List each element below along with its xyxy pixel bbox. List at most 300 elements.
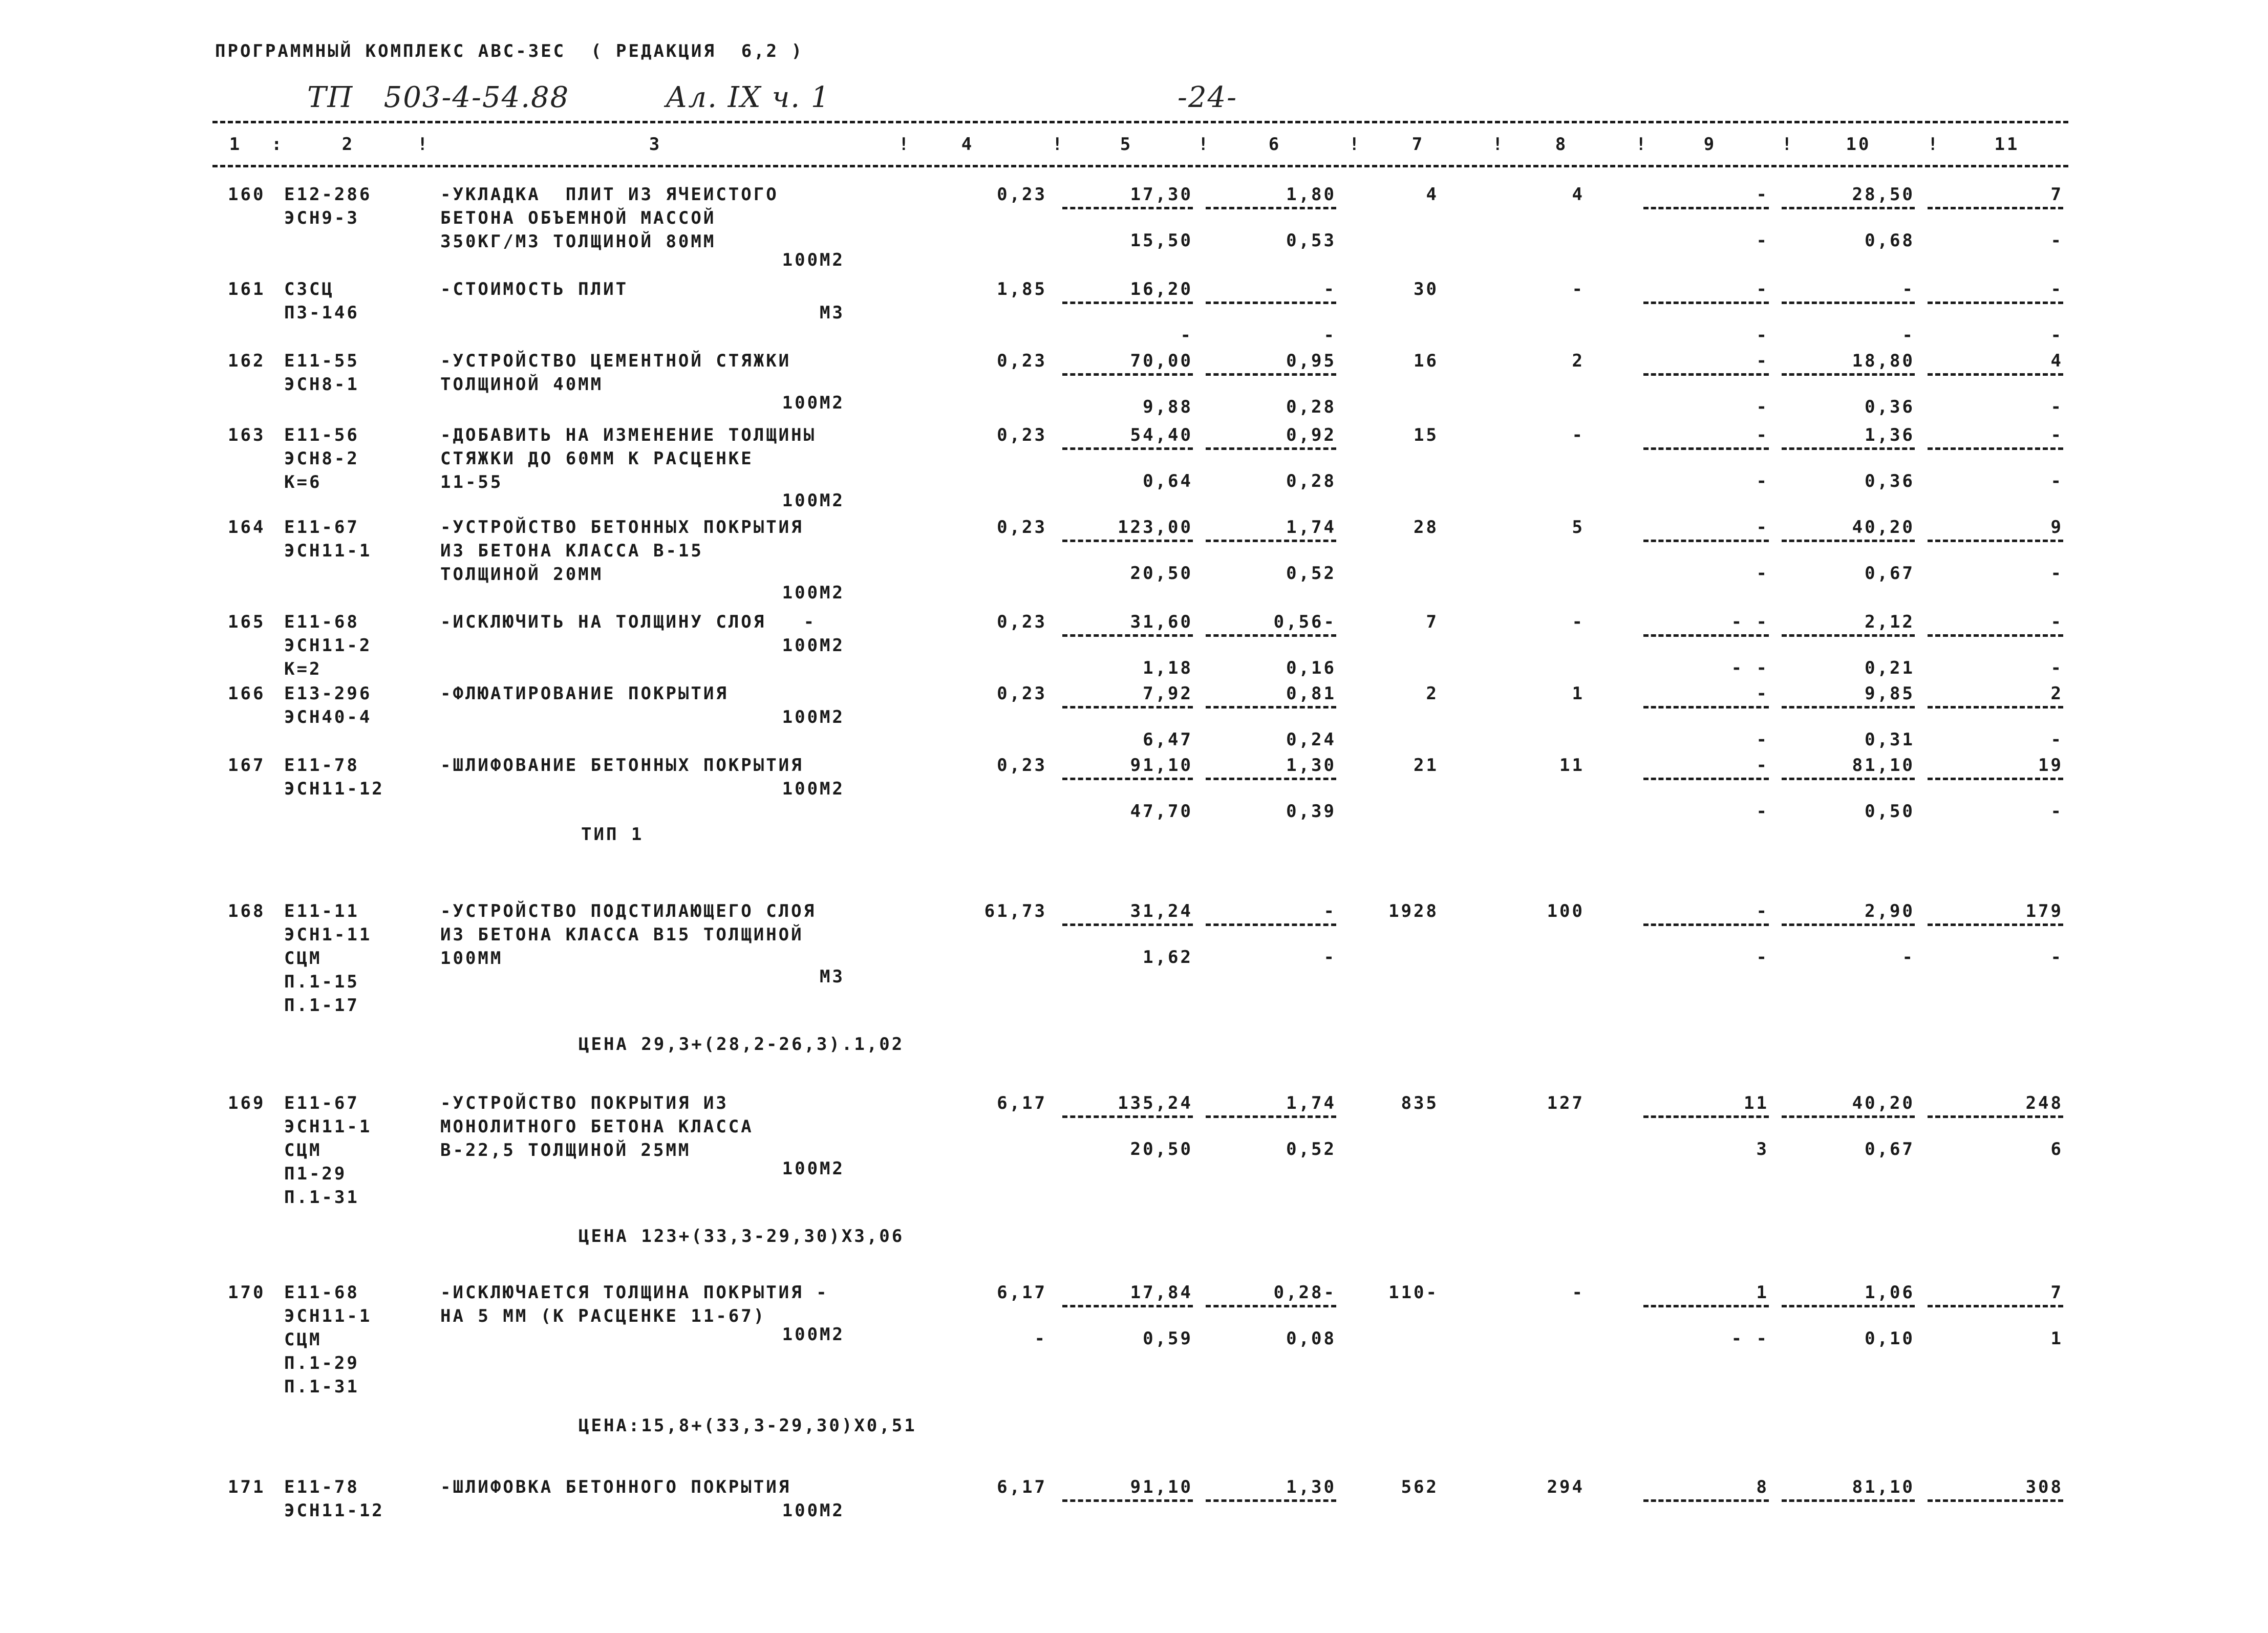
subtotal-dash — [1062, 1305, 1193, 1307]
rate-code: Е11-56 — [284, 425, 359, 445]
work-description: 100ММ — [440, 948, 503, 969]
subtotal-dash — [1206, 778, 1336, 780]
cell-c10: 18,80 — [1852, 351, 1915, 371]
cell-c6b: 0,08 — [1286, 1328, 1336, 1349]
cell-c4: 6,17 — [997, 1093, 1047, 1113]
subtotal-dash — [1206, 1115, 1336, 1118]
cell-c6b: 0,24 — [1286, 729, 1336, 750]
cell-c10b: 0,67 — [1865, 1139, 1915, 1159]
cell-c9b: - — [1756, 325, 1769, 346]
rate-code: К=6 — [284, 472, 322, 492]
cell-c11b: - — [2050, 325, 2063, 346]
cell-c8: - — [1572, 612, 1585, 632]
unit-of-measure: 100М2 — [782, 1324, 845, 1345]
cell-c10: 1,06 — [1865, 1282, 1915, 1303]
row-number: 164 — [228, 517, 266, 538]
cell-c6b: 0,53 — [1286, 230, 1336, 251]
cell-c8: - — [1572, 425, 1585, 445]
cell-c4: 0,23 — [997, 184, 1047, 205]
work-description: 11-55 — [440, 472, 503, 492]
work-description: -УСТРОЙСТВО ПОДСТИЛАЮЩЕГО СЛОЯ — [440, 901, 817, 921]
rate-code: П.1-17 — [284, 995, 359, 1016]
row-number: 165 — [228, 612, 266, 632]
col-header-1: 1 — [229, 134, 242, 155]
cell-c5: 7,92 — [1143, 683, 1193, 704]
rate-code: ЭСН11-1 — [284, 541, 372, 561]
subtotal-dash — [1928, 706, 2063, 708]
cell-c10b: 0,10 — [1865, 1328, 1915, 1349]
work-description: -ШЛИФОВАНИЕ БЕТОННЫХ ПОКРЫТИЯ — [440, 755, 804, 776]
group-label: ТИП 1 — [581, 824, 644, 845]
subtotal-dash — [1206, 1499, 1336, 1502]
unit-of-measure: 100М2 — [782, 779, 845, 799]
rate-code: СЦМ — [284, 1329, 322, 1350]
cell-c6b: 0,39 — [1286, 801, 1336, 822]
cell-c4: 0,23 — [997, 351, 1047, 371]
subtotal-dash — [1206, 207, 1336, 209]
cell-c4b: - — [1034, 1328, 1047, 1349]
work-description: -ШЛИФОВКА БЕТОННОГО ПОКРЫТИЯ — [440, 1477, 791, 1497]
cell-c6: 0,92 — [1286, 425, 1336, 445]
cell-c7: 4 — [1426, 184, 1439, 205]
cell-c9b: - — [1756, 397, 1769, 417]
rate-code: СЦМ — [284, 948, 322, 969]
subtotal-dash — [1643, 373, 1769, 376]
cell-c6: 0,95 — [1286, 351, 1336, 371]
subtotal-dash — [1643, 302, 1769, 304]
row-number: 168 — [228, 901, 266, 921]
cell-c6: - — [1323, 279, 1336, 299]
cell-c5: 31,60 — [1130, 612, 1193, 632]
cell-c5b: 20,50 — [1130, 563, 1193, 584]
cell-c7: 30 — [1414, 279, 1439, 299]
cell-c5b: 15,50 — [1130, 230, 1193, 251]
subtotal-dash — [1062, 302, 1193, 304]
cell-c6b: 0,16 — [1286, 658, 1336, 678]
subtotal-dash — [1062, 923, 1193, 926]
subtotal-dash — [1782, 778, 1915, 780]
work-description: В-22,5 ТОЛЩИНОЙ 25ММ — [440, 1140, 691, 1161]
unit-of-measure: 100М2 — [782, 635, 845, 656]
cell-c10: 9,85 — [1865, 683, 1915, 704]
subtotal-dash — [1782, 540, 1915, 542]
cell-c10: 40,20 — [1852, 517, 1915, 538]
cell-c5b: 47,70 — [1130, 801, 1193, 822]
work-description: ТОЛЩИНОЙ 40ММ — [440, 374, 604, 395]
cell-c6: 1,74 — [1286, 1093, 1336, 1113]
subtotal-dash — [1782, 302, 1915, 304]
unit-of-measure: 100М2 — [782, 393, 845, 413]
subtotal-dash — [1928, 1115, 2063, 1118]
price-formula: ЦЕНА 29,3+(28,2-26,3).1,02 — [579, 1034, 905, 1055]
rate-code: К=2 — [284, 659, 322, 679]
work-description: ИЗ БЕТОНА КЛАССА В15 ТОЛЩИНОЙ — [440, 925, 804, 945]
rate-code: П.1-31 — [284, 1377, 359, 1397]
subtotal-dash — [1928, 373, 2063, 376]
cell-c7: 21 — [1414, 755, 1439, 776]
subtotal-dash — [1928, 923, 2063, 926]
cell-c7: 15 — [1414, 425, 1439, 445]
cell-c10: 81,10 — [1852, 755, 1915, 776]
cell-c5: 91,10 — [1130, 1477, 1193, 1497]
cell-c8: 127 — [1547, 1093, 1585, 1113]
subtotal-dash — [1206, 540, 1336, 542]
col-header-5: 5 — [1120, 134, 1133, 155]
cell-c6: 1,30 — [1286, 1477, 1336, 1497]
col-sep: ! — [1349, 134, 1362, 155]
subtotal-dash — [1643, 706, 1769, 708]
cell-c6: 0,81 — [1286, 683, 1336, 704]
cell-c9: - — [1756, 351, 1769, 371]
row-number: 171 — [228, 1477, 266, 1497]
subtotal-dash — [1643, 447, 1769, 450]
cell-c4: 0,23 — [997, 683, 1047, 704]
cell-c10b: 0,36 — [1865, 471, 1915, 491]
subtotal-dash — [1643, 778, 1769, 780]
col-sep: ! — [1928, 134, 1940, 155]
rate-code: Е11-78 — [284, 755, 359, 776]
cell-c6b: 0,28 — [1286, 471, 1336, 491]
cell-c11b: - — [2050, 471, 2063, 491]
cell-c5b: 1,18 — [1143, 658, 1193, 678]
cell-c6b: - — [1323, 947, 1336, 968]
rate-code: ЭСН11-2 — [284, 635, 372, 656]
subtotal-dash — [1643, 634, 1769, 637]
row-number: 167 — [228, 755, 266, 776]
cell-c11: 248 — [2025, 1093, 2063, 1113]
unit-of-measure: М3 — [820, 966, 845, 987]
col-sep: ! — [898, 134, 911, 155]
cell-c7: 28 — [1414, 517, 1439, 538]
col-sep: ! — [1636, 134, 1649, 155]
subtotal-dash — [1782, 923, 1915, 926]
cell-c10b: 0,67 — [1865, 563, 1915, 584]
cell-c9: - — [1756, 683, 1769, 704]
cell-c11b: 1 — [2050, 1328, 2063, 1349]
rate-code: Е11-78 — [284, 1477, 359, 1497]
cell-c5: 17,84 — [1130, 1282, 1193, 1303]
rate-code: Е11-68 — [284, 1282, 359, 1303]
subtotal-dash — [1928, 302, 2063, 304]
cell-c11: - — [2050, 425, 2063, 445]
cell-c10b: - — [1902, 325, 1915, 346]
cell-c10b: 0,50 — [1865, 801, 1915, 822]
program-title: ПРОГРАММНЫЙ КОМПЛЕКС АВС-3ЕС ( РЕДАКЦИЯ 6,2 ) — [215, 41, 804, 61]
subtotal-dash — [1782, 634, 1915, 637]
rate-code: Е11-67 — [284, 517, 359, 538]
cell-c9: - — [1756, 755, 1769, 776]
subtotal-dash — [1206, 706, 1336, 708]
subtotal-dash — [1206, 302, 1336, 304]
subtotal-dash — [1643, 207, 1769, 209]
cell-c7: 562 — [1401, 1477, 1439, 1497]
cell-c5b: 9,88 — [1143, 397, 1193, 417]
cell-c11b: - — [2050, 947, 2063, 968]
cell-c4: 0,23 — [997, 755, 1047, 776]
cell-c4: 6,17 — [997, 1282, 1047, 1303]
cell-c6: 1,30 — [1286, 755, 1336, 776]
subtotal-dash — [1206, 447, 1336, 450]
subtotal-dash — [1928, 1305, 2063, 1307]
cell-c9b: - — [1756, 801, 1769, 822]
col-header-3: 3 — [649, 134, 662, 155]
cell-c5: 54,40 — [1130, 425, 1193, 445]
header-rule-bottom — [212, 165, 2068, 167]
cell-c5b: 0,64 — [1143, 471, 1193, 491]
subtotal-dash — [1206, 373, 1336, 376]
cell-c9b: 3 — [1756, 1139, 1769, 1159]
cell-c11: 4 — [2050, 351, 2063, 371]
rate-code: ЭСН11-1 — [284, 1116, 372, 1137]
subtotal-dash — [1782, 1499, 1915, 1502]
header-rule-top — [212, 121, 2068, 123]
cell-c10: 2,12 — [1865, 612, 1915, 632]
work-description: -УСТРОЙСТВО ПОКРЫТИЯ ИЗ — [440, 1093, 729, 1113]
cell-c5b: - — [1180, 325, 1193, 346]
row-number: 163 — [228, 425, 266, 445]
col-header-8: 8 — [1555, 134, 1568, 155]
row-number: 160 — [228, 184, 266, 205]
work-description: НА 5 ММ (К РАСЦЕНКЕ 11-67) — [440, 1306, 766, 1326]
col-sep: : — [271, 134, 284, 155]
cell-c9b: - - — [1731, 1328, 1769, 1349]
cell-c9: - - — [1731, 612, 1769, 632]
unit-of-measure: М3 — [820, 303, 845, 323]
cell-c8: 5 — [1572, 517, 1585, 538]
subtotal-dash — [1928, 447, 2063, 450]
rate-code: П.1-15 — [284, 972, 359, 992]
subtotal-dash — [1928, 1499, 2063, 1502]
cell-c7: 2 — [1426, 683, 1439, 704]
cell-c11b: - — [2050, 397, 2063, 417]
col-sep: ! — [1782, 134, 1794, 155]
col-header-11: 11 — [1994, 134, 2020, 155]
rate-code: П.1-29 — [284, 1353, 359, 1373]
col-header-2: 2 — [341, 134, 355, 155]
col-header-7: 7 — [1411, 134, 1425, 155]
cell-c5: 123,00 — [1118, 517, 1193, 538]
cell-c10: 1,36 — [1865, 425, 1915, 445]
cell-c5b: 1,62 — [1143, 947, 1193, 968]
subtotal-dash — [1782, 447, 1915, 450]
unit-of-measure: 100М2 — [782, 583, 845, 603]
cell-c7: 16 — [1414, 351, 1439, 371]
subtotal-dash — [1928, 540, 2063, 542]
cell-c5: 70,00 — [1130, 351, 1193, 371]
cell-c11: 7 — [2050, 184, 2063, 205]
cell-c9b: - — [1756, 563, 1769, 584]
subtotal-dash — [1062, 207, 1193, 209]
cell-c11b: - — [2050, 230, 2063, 251]
col-header-9: 9 — [1703, 134, 1717, 155]
cell-c9b: - — [1756, 947, 1769, 968]
subtotal-dash — [1643, 1115, 1769, 1118]
cell-c11: 2 — [2050, 683, 2063, 704]
rate-code: ЭСН8-1 — [284, 374, 359, 395]
cell-c10b: 0,21 — [1865, 658, 1915, 678]
work-description: -ФЛЮАТИРОВАНИЕ ПОКРЫТИЯ — [440, 683, 729, 704]
cell-c8: 11 — [1559, 755, 1585, 776]
subtotal-dash — [1062, 1499, 1193, 1502]
cell-c11b: 6 — [2050, 1139, 2063, 1159]
cell-c11: 179 — [2025, 901, 2063, 921]
work-description: -УСТРОЙСТВО БЕТОННЫХ ПОКРЫТИЯ — [440, 517, 804, 538]
work-description: -ИСКЛЮЧИТЬ НА ТОЛЩИНУ СЛОЯ - — [440, 612, 817, 632]
unit-of-measure: 100М2 — [782, 707, 845, 727]
subtotal-dash — [1062, 540, 1193, 542]
work-description: БЕТОНА ОБЪЕМНОЙ МАССОЙ — [440, 208, 716, 228]
cell-c5: 135,24 — [1118, 1093, 1193, 1113]
rate-code: ЭСН11-1 — [284, 1306, 372, 1326]
cell-c4: 1,85 — [997, 279, 1047, 299]
cell-c9: - — [1756, 184, 1769, 205]
col-header-4: 4 — [961, 134, 974, 155]
subtotal-dash — [1062, 373, 1193, 376]
row-number: 166 — [228, 683, 266, 704]
cell-c8: - — [1572, 1282, 1585, 1303]
cell-c7: 835 — [1401, 1093, 1439, 1113]
col-header-6: 6 — [1268, 134, 1281, 155]
row-number: 162 — [228, 351, 266, 371]
cell-c11: 308 — [2025, 1477, 2063, 1497]
page-number: -24- — [1178, 81, 1238, 114]
cell-c11: 19 — [2038, 755, 2063, 776]
unit-of-measure: 100М2 — [782, 250, 845, 270]
rate-code: ЭСН11-12 — [284, 1500, 384, 1521]
subtotal-dash — [1062, 447, 1193, 450]
price-formula: ЦЕНА:15,8+(33,3-29,30)Х0,51 — [579, 1415, 917, 1436]
cell-c9: - — [1756, 901, 1769, 921]
subtotal-dash — [1782, 706, 1915, 708]
work-description: 350КГ/М3 ТОЛЩИНОЙ 80ММ — [440, 231, 716, 252]
cell-c6: 1,80 — [1286, 184, 1336, 205]
cell-c9: - — [1756, 279, 1769, 299]
cell-c4: 0,23 — [997, 517, 1047, 538]
rate-code: П3-146 — [284, 303, 359, 323]
rate-code: Е12-286 — [284, 184, 372, 205]
cell-c6: - — [1323, 901, 1336, 921]
row-number: 161 — [228, 279, 266, 299]
subtotal-dash — [1062, 706, 1193, 708]
subtotal-dash — [1782, 207, 1915, 209]
unit-of-measure: 100М2 — [782, 490, 845, 511]
cell-c9: 8 — [1756, 1477, 1769, 1497]
subtotal-dash — [1643, 1499, 1769, 1502]
subtotal-dash — [1782, 373, 1915, 376]
rate-code: П1-29 — [284, 1164, 347, 1184]
rate-code: СЦМ — [284, 1140, 322, 1161]
project-code: ТП 503-4-54.88 — [307, 81, 570, 114]
work-description: МОНОЛИТНОГО БЕТОНА КЛАССА — [440, 1116, 754, 1137]
cell-c10b: 0,31 — [1865, 729, 1915, 750]
cell-c5: 16,20 — [1130, 279, 1193, 299]
cell-c10b: 0,36 — [1865, 397, 1915, 417]
work-description: -ДОБАВИТЬ НА ИЗМЕНЕНИЕ ТОЛЩИНЫ — [440, 425, 817, 445]
cell-c7: 1928 — [1388, 901, 1439, 921]
cell-c9b: - — [1756, 729, 1769, 750]
cell-c5b: 6,47 — [1143, 729, 1193, 750]
subtotal-dash — [1782, 1115, 1915, 1118]
subtotal-dash — [1206, 634, 1336, 637]
rate-code: Е11-11 — [284, 901, 359, 921]
cell-c11b: - — [2050, 729, 2063, 750]
cell-c11: - — [2050, 279, 2063, 299]
rate-code: ЭСН9-3 — [284, 208, 359, 228]
cell-c6b: 0,28 — [1286, 397, 1336, 417]
work-description: -ИСКЛЮЧАЕТСЯ ТОЛЩИНА ПОКРЫТИЯ - — [440, 1282, 829, 1303]
cell-c8: 2 — [1572, 351, 1585, 371]
subtotal-dash — [1782, 1305, 1915, 1307]
subtotal-dash — [1062, 778, 1193, 780]
col-sep: ! — [1492, 134, 1505, 155]
work-description: ИЗ БЕТОНА КЛАССА В-15 — [440, 541, 703, 561]
cell-c6b: 0,52 — [1286, 563, 1336, 584]
cell-c8: 294 — [1547, 1477, 1585, 1497]
subtotal-dash — [1928, 634, 2063, 637]
cell-c7: 7 — [1426, 612, 1439, 632]
cell-c10: 40,20 — [1852, 1093, 1915, 1113]
cell-c11: 9 — [2050, 517, 2063, 538]
cell-c9: 11 — [1744, 1093, 1769, 1113]
cell-c11b: - — [2050, 801, 2063, 822]
rate-code: ЭСН11-12 — [284, 779, 384, 799]
col-header-10: 10 — [1846, 134, 1871, 155]
cell-c10b: - — [1902, 947, 1915, 968]
subtotal-dash — [1206, 923, 1336, 926]
price-formula: ЦЕНА 123+(33,3-29,30)Х3,06 — [579, 1226, 905, 1247]
subtotal-dash — [1928, 778, 2063, 780]
cell-c5: 91,10 — [1130, 755, 1193, 776]
col-sep: ! — [417, 134, 430, 155]
cell-c6: 0,56- — [1273, 612, 1336, 632]
cell-c4: 0,23 — [997, 425, 1047, 445]
cell-c9b: - - — [1731, 658, 1769, 678]
cell-c4: 0,23 — [997, 612, 1047, 632]
work-description: СТЯЖКИ ДО 60ММ К РАСЦЕНКЕ — [440, 448, 754, 469]
cell-c6b: 0,52 — [1286, 1139, 1336, 1159]
subtotal-dash — [1643, 1305, 1769, 1307]
cell-c10: 2,90 — [1865, 901, 1915, 921]
rate-code: СЗСЦ — [284, 279, 334, 299]
cell-c5: 31,24 — [1130, 901, 1193, 921]
rate-code: Е11-67 — [284, 1093, 359, 1113]
cell-c11: 7 — [2050, 1282, 2063, 1303]
work-description: -УСТРОЙСТВО ЦЕМЕНТНОЙ СТЯЖКИ — [440, 351, 791, 371]
cell-c10: - — [1902, 279, 1915, 299]
cell-c11: - — [2050, 612, 2063, 632]
cell-c8: 1 — [1572, 683, 1585, 704]
album-label: Ал. IX ч. 1 — [666, 81, 830, 114]
cell-c7: 110- — [1388, 1282, 1439, 1303]
cell-c9: 1 — [1756, 1282, 1769, 1303]
cell-c8: 4 — [1572, 184, 1585, 205]
cell-c10: 28,50 — [1852, 184, 1915, 205]
cell-c9: - — [1756, 517, 1769, 538]
cell-c9: - — [1756, 425, 1769, 445]
subtotal-dash — [1643, 923, 1769, 926]
cell-c11b: - — [2050, 658, 2063, 678]
subtotal-dash — [1643, 540, 1769, 542]
unit-of-measure: 100М2 — [782, 1158, 845, 1179]
rate-code: ЭСН8-2 — [284, 448, 359, 469]
cell-c11b: - — [2050, 563, 2063, 584]
col-sep: ! — [1052, 134, 1065, 155]
cell-c8: - — [1572, 279, 1585, 299]
rate-code: Е13-296 — [284, 683, 372, 704]
rate-code: Е11-68 — [284, 612, 359, 632]
rate-code: ЭСН40-4 — [284, 707, 372, 727]
cell-c5: 17,30 — [1130, 184, 1193, 205]
